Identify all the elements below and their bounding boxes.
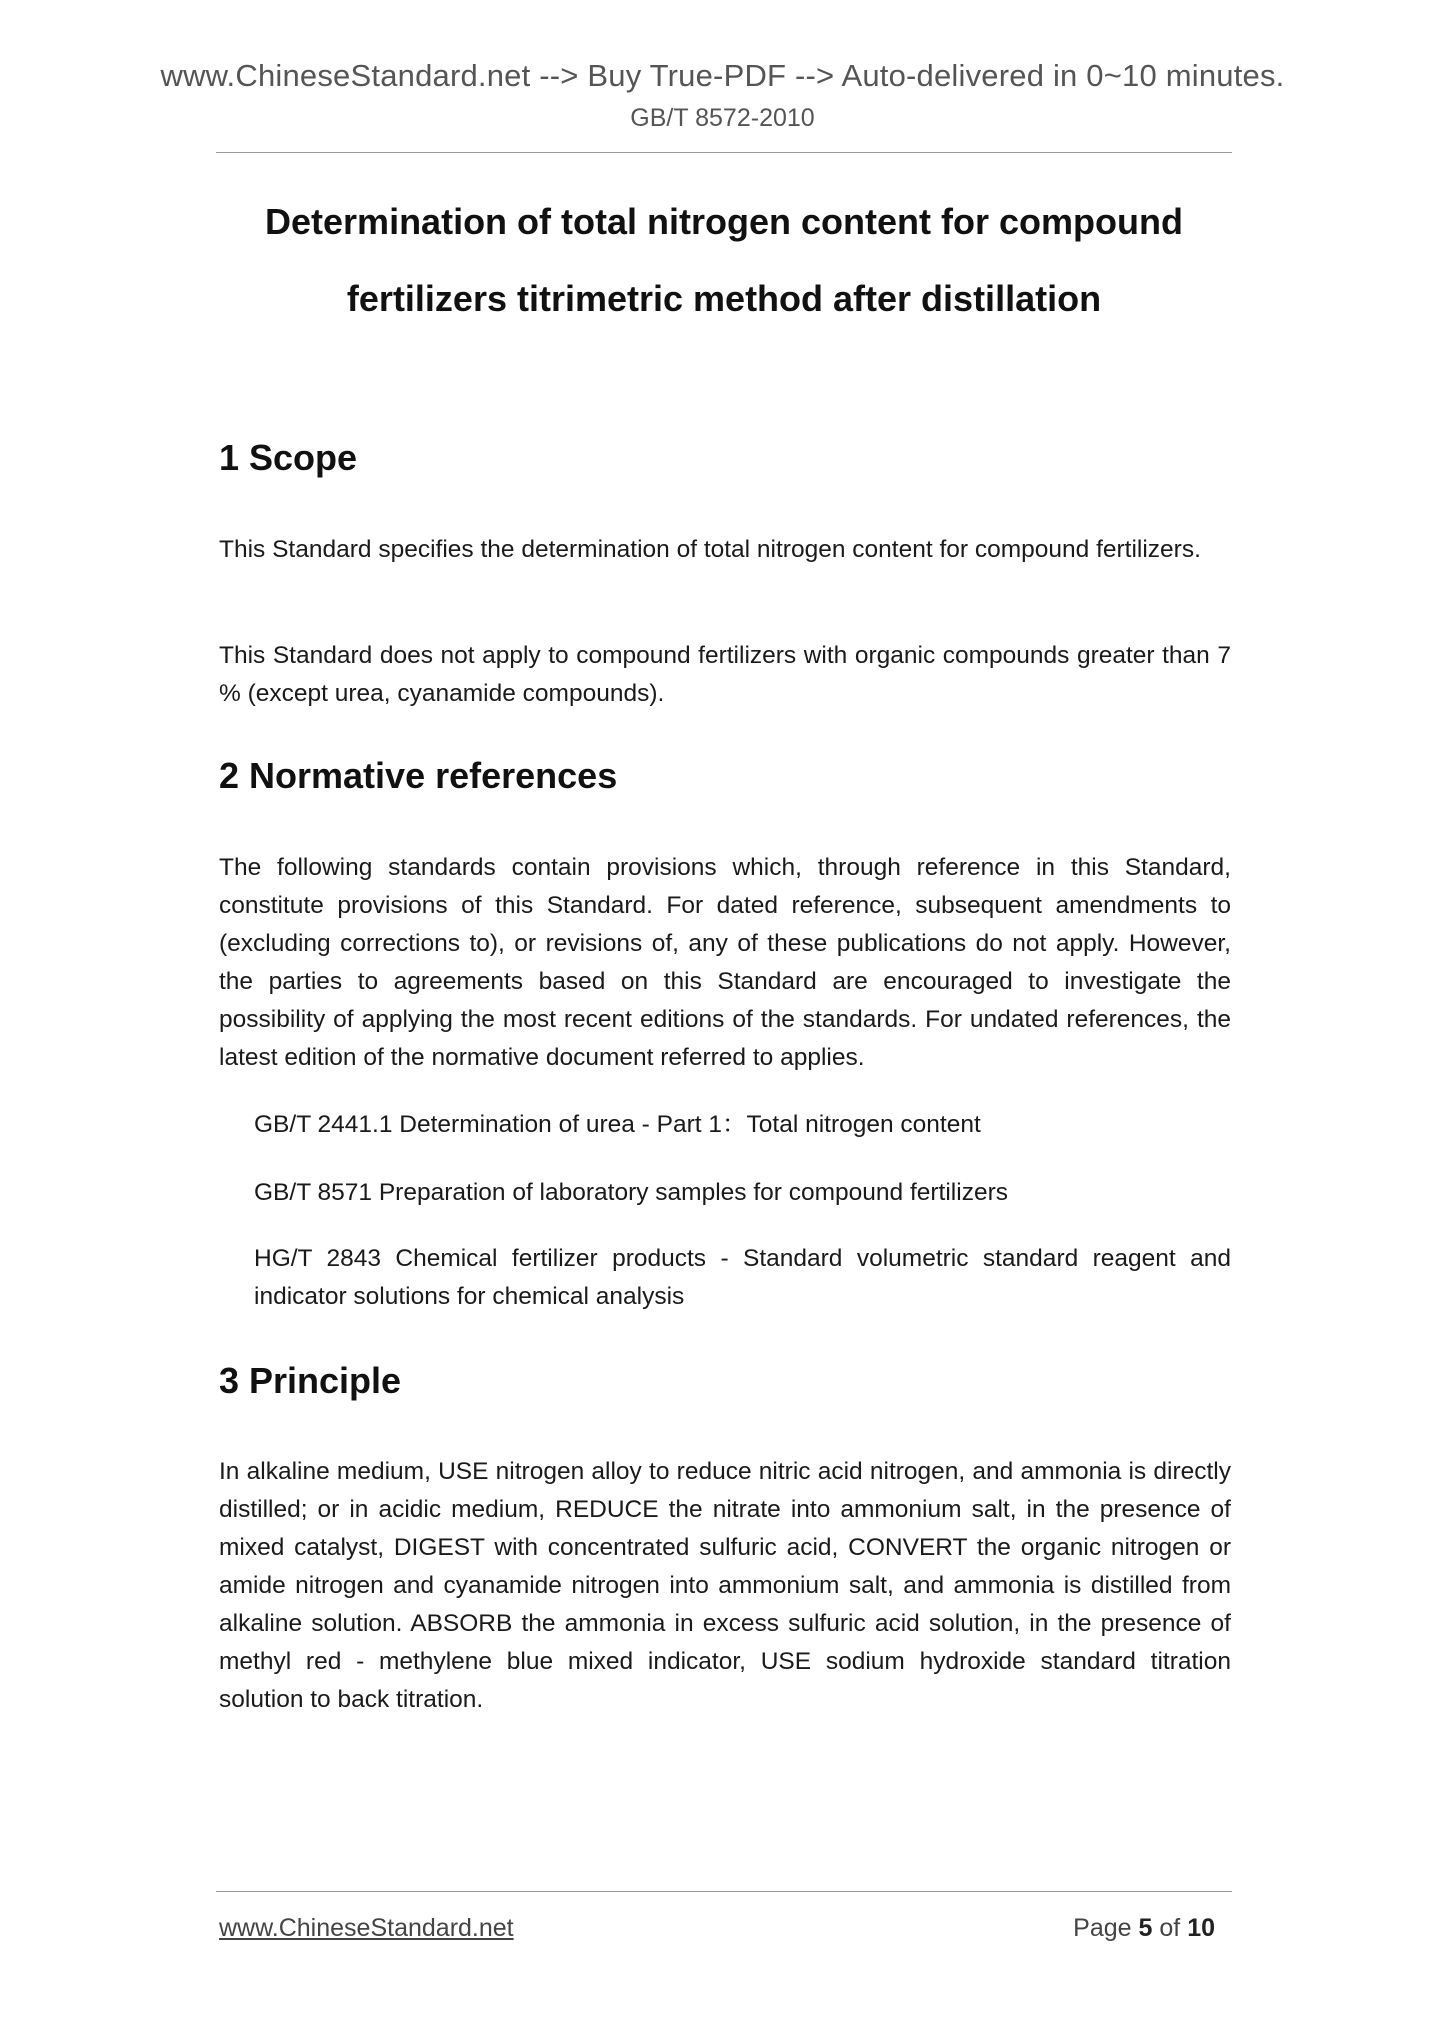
principle-paragraph (219, 1453, 1231, 1719)
footer-site-link[interactable]: www.ChineseStandard.net (219, 1914, 514, 1942)
page-of: of (1159, 1914, 1181, 1942)
header-divider (216, 152, 1232, 153)
reference-item: HG/T 2843 Chemical fertilizer products - Standard volumetric standard reagent and indicator solutions for chemical analysis (254, 1245, 1231, 1310)
page-total: 10 (1187, 1914, 1215, 1942)
principle-text: In alkaline medium, USE nitrogen alloy to reduce nitric acid nitrogen, and ammonia is directly distilled; or in acidic medium, REDUCE the nitrate into ammonium salt, in the presence of mixed catalyst, DIGEST with concentrated sulfuric acid, CONVERT the organic nitrogen or amide nitrogen and cyanamide nitrogen into ammonium salt, and ammonia is distilled from alkaline solution. ABSORB the ammonia in excess sulfuric acid solution, in the presence of methyl red - methylene blue mixed indicator, USE sodium hydroxide standard titration solution to back titration. (219, 1458, 1231, 1713)
page-current: 5 (1138, 1914, 1153, 1942)
normative-paragraph (219, 849, 1231, 1077)
scope-paragraph-1 (219, 531, 1231, 569)
title-line-1: Determination of total nitrogen content for compound (265, 201, 1183, 242)
title-line-2: fertilizers titrimetric method after distillation (346, 278, 1102, 319)
header-banner: www.ChineseStandard.net --> Buy True-PDF --> Auto-delivered in 0~10 minutes. (160, 58, 1285, 93)
standard-code: GB/T 8572-2010 (630, 104, 815, 132)
scope-paragraph-2 (219, 637, 1231, 713)
page-number (1073, 1914, 1215, 1943)
normative-text: The following standards contain provisions which, through reference in this Standard, constitute provisions of this Standard. For dated reference, subsequent amendments to (excluding corrections to), or revisions of, any of these publications do not apply. However, the parties to agreements based on this Standard are encouraged to investigate the possibility of applying the most recent editions of the standards. For undated references, the latest edition of the normative document referred to applies. (219, 854, 1231, 1071)
scope-heading: 1 Scope (219, 437, 358, 478)
page-prefix: Page (1073, 1914, 1132, 1942)
footer-divider (216, 1891, 1232, 1892)
reference-item: GB/T 2441.1 Determination of urea - Part 1：Total nitrogen content (254, 1111, 981, 1138)
reference-item: GB/T 8571 Preparation of laboratory samples for compound fertilizers (254, 1179, 1008, 1206)
document-title (216, 183, 1232, 337)
scope-text-1: This Standard specifies the determination of total nitrogen content for compound fertilizers. (219, 536, 1201, 563)
principle-heading: 3 Principle (219, 1360, 402, 1401)
scope-text-2: This Standard does not apply to compound fertilizers with organic compounds greater than 7 % (except urea, cyanamide compounds). (219, 642, 1231, 707)
normative-heading: 2 Normative references (219, 755, 618, 796)
